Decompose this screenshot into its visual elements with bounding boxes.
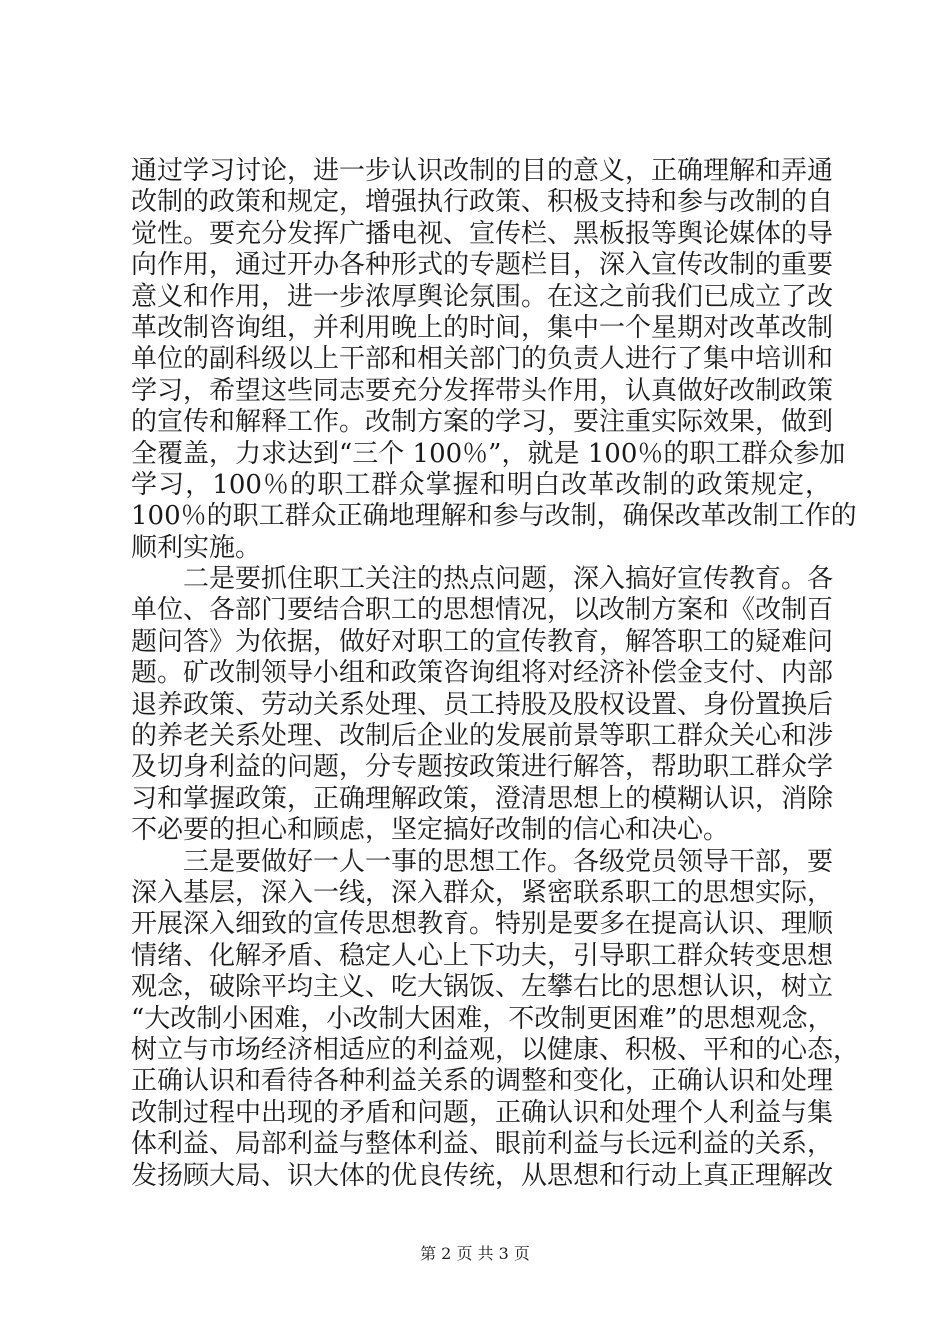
paragraph-line: 革改制咨询组，并利用晚上的时间，集中一个星期对改革改制: [131, 312, 834, 343]
paragraph-line: 深入基层，深入一线，深入群众，紧密联系职工的思想实际，: [131, 877, 834, 908]
paragraph-line: 题问答》为依据，做好对职工的宣传教育，解答职工的疑难问: [131, 626, 834, 657]
paragraph-line: 体利益、局部利益与整体利益、眼前利益与长远利益的关系，: [131, 1129, 834, 1160]
paragraph-line: 学习，希望这些同志要充分发挥带头作用，认真做好改制政策: [131, 375, 834, 406]
paragraph-line: 单位、各部门要结合职工的思想情况，以改制方案和《改制百: [131, 595, 834, 626]
paragraph-line: 及切身利益的问题，分专题按政策进行解答，帮助职工群众学: [131, 752, 834, 783]
paragraph-line: 开展深入细致的宣传思想教育。特别是要多在提高认识、理顺: [131, 909, 834, 940]
paragraph-line: 意义和作用，进一步浓厚舆论氛围。在这之前我们已成立了改: [131, 281, 834, 312]
paragraph-line: 学习，100％的职工群众掌握和明白改革改制的政策规定，: [131, 469, 831, 500]
paragraph-line: 情绪、化解矛盾、稳定人心上下功夫，引导职工群众转变思想: [131, 940, 834, 971]
paragraph-line: 向作用，通过开办各种形式的专题栏目，深入宣传改制的重要: [131, 250, 834, 281]
paragraph-line: 单位的副科级以上干部和相关部门的负责人进行了集中培训和: [131, 344, 834, 375]
paragraph-line: 题。矿改制领导小组和政策咨询组将对经济补偿金支付、内部: [131, 658, 834, 689]
paragraph-line: 发扬顾大局、识大体的优良传统，从思想和行动上真正理解改: [131, 1160, 834, 1191]
paragraph-line: “大改制小困难，小改制大困难，不改制更困难”的思想观念，: [131, 1003, 834, 1034]
paragraph-line: 三是要做好一人一事的思想工作。各级党员领导干部，要: [131, 846, 834, 877]
paragraph-line: 通过学习讨论，进一步认识改制的目的意义，正确理解和弄通: [131, 156, 834, 186]
paragraph-line: 顺利实施。: [131, 532, 262, 563]
paragraph-line: 的宣传和解释工作。改制方案的学习，要注重实际效果，做到: [131, 407, 834, 438]
paragraph-line: 习和掌握政策，正确理解政策，澄清思想上的模糊认识，消除: [131, 783, 834, 814]
paragraph-line: 树立与市场经济相适应的利益观，以健康、积极、平和的心态，: [131, 1034, 860, 1065]
paragraph-line: 全覆盖，力求达到“三个 100％”，就是 100％的职工群众参加: [131, 438, 846, 469]
page-footer: [0, 1244, 950, 1264]
document-body: [131, 156, 860, 1192]
page-number-label: 第 2 页 共 3 页: [420, 1244, 530, 1263]
paragraph-line: 的养老关系处理、改制后企业的发展前景等职工群众关心和涉: [131, 721, 834, 752]
paragraph-line: 改制的政策和规定，增强执行政策、积极支持和参与改制的自: [131, 187, 834, 218]
paragraph-line: 改制过程中出现的矛盾和问题，正确认识和处理个人利益与集: [131, 1097, 834, 1128]
paragraph-line: 退养政策、劳动关系处理、员工持股及股权设置、身份置换后: [131, 689, 834, 720]
paragraph-line: 觉性。要充分发挥广播电视、宣传栏、黑板报等舆论媒体的导: [131, 218, 834, 249]
paragraph-line: 正确认识和看待各种利益关系的调整和变化，正确认识和处理: [131, 1066, 834, 1097]
paragraph-line: 不必要的担心和顾虑，坚定搞好改制的信心和决心。: [131, 815, 730, 846]
paragraph-line: 100％的职工群众正确地理解和参与改制，确保改革改制工作的: [131, 501, 857, 532]
paragraph-line: 二是要抓住职工关注的热点问题，深入搞好宣传教育。各: [131, 564, 834, 595]
paragraph-line: 观念，破除平均主义、吃大锅饭、左攀右比的思想认识，树立: [131, 972, 834, 1003]
